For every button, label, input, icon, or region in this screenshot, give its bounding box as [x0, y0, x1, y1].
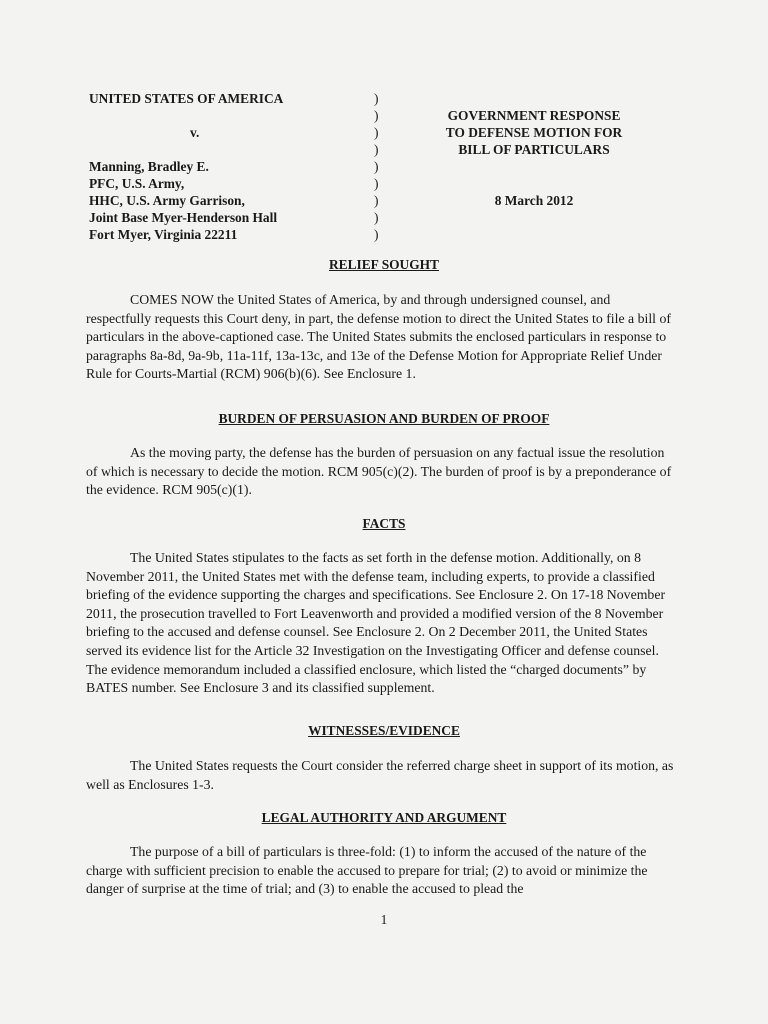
- heading-facts: FACTS: [362, 516, 406, 531]
- title-line: TO DEFENSE MOTION FOR: [445, 125, 623, 140]
- document-title: [419, 107, 649, 209]
- caption-versus: v.: [190, 125, 200, 140]
- caption-line: Joint Base Myer-Henderson Hall: [89, 210, 278, 225]
- burden-body: As the moving party, the defense has the burden of persuasion on any factual issue the resolution of which is necessary to decide the motion. RCM 905(c)(2). The burden of proof is by a preponderance of the evidence. RCM 905(c)(1).: [86, 445, 672, 498]
- caption-line: HHC, U.S. Army Garrison,: [89, 193, 245, 208]
- paren: ): [374, 227, 379, 242]
- paren: ): [374, 159, 379, 174]
- paren: ): [374, 193, 379, 208]
- paren: ): [374, 142, 379, 157]
- document-date: 8 March 2012: [494, 193, 574, 208]
- legal-authority-body: The purpose of a bill of particulars is three-fold: (1) to inform the accused of the nature of the charge with sufficient precision to enable the accused to prepare for trial; (2) to avoid or minimize the danger of surprise at the time of trial; and (3) to enable the accused to plead the: [86, 844, 648, 897]
- caption-line: [89, 141, 369, 158]
- caption-line: Fort Myer, Virginia 22211: [89, 227, 238, 242]
- title-line: BILL OF PARTICULARS: [458, 142, 610, 157]
- caption-line: Manning, Bradley E.: [89, 159, 209, 174]
- heading-relief-sought: RELIEF SOUGHT: [328, 257, 439, 272]
- caption-parentheses: [374, 90, 386, 243]
- paren: ): [374, 125, 379, 140]
- relief-sought-body: COMES NOW the United States of America, by and through undersigned counsel, and respectfully requests this Court deny, in part, the defense motion to direct the United States to file a bill of particulars in the above-captioned case. The United States submits the enclosed particulars in response to paragraphs 8a-8d, 9a-9b, 11a-11f, 13a-13c, and 13e of the Defense Motion for Appropriate Relief Under Rule for Courts-Martial (RCM) 906(b)(6). See Enclosure 1.: [86, 292, 671, 382]
- case-caption: [89, 90, 689, 240]
- page-number: 1: [380, 912, 388, 927]
- witnesses-evidence-body: The United States requests the Court consider the referred charge sheet in support of its motion, as well as Enclosures 1-3.: [86, 758, 674, 792]
- paren: ): [374, 91, 379, 106]
- caption-line: UNITED STATES OF AMERICA: [89, 91, 284, 106]
- caption-line: PFC, U.S. Army,: [89, 176, 185, 191]
- heading-legal-authority: LEGAL AUTHORITY AND ARGUMENT: [261, 810, 507, 825]
- paren: ): [374, 176, 379, 191]
- paren: ): [374, 210, 379, 225]
- paren: ): [374, 108, 379, 123]
- caption-parties: [89, 90, 369, 243]
- facts-body: The United States stipulates to the facts as set forth in the defense motion. Additionally, on 8 November 2011, the United States met with the defense team, including experts, to provide a classified briefing of the evidence supporting the charges and specifications. See Enclosure 2. On 17-18 November 2011, the prosecution travelled to Fort Leavenworth and provided a modified version of the 8 November briefing to the accused and defense counsel. See Enclosure 2. On 2 December 2011, the United States served its evidence list for the Article 32 Investigation on the Investigating Officer and defense counsel. The evidence memorandum included a classified enclosure, which listed the “charged documents” by BATES number. See Enclosure 3 and its classified supplement.: [86, 550, 666, 696]
- title-line: GOVERNMENT RESPONSE: [447, 108, 621, 123]
- heading-witnesses-evidence: WITNESSES/EVIDENCE: [308, 723, 460, 738]
- caption-line: [89, 107, 369, 124]
- heading-burden: BURDEN OF PERSUASION AND BURDEN OF PROOF: [218, 411, 550, 426]
